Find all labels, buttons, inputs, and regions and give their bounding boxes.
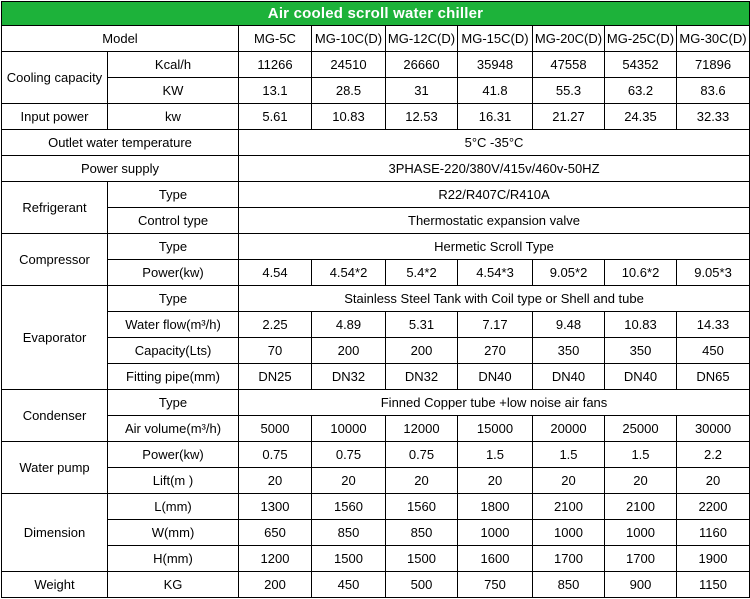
spec-value-cell: 20	[677, 468, 750, 494]
model-header-cell: MG-20C(D)	[533, 26, 605, 52]
row-label-type: Type	[108, 182, 239, 208]
spec-value-span: Thermostatic expansion valve	[239, 208, 750, 234]
spec-value-cell: DN25	[239, 364, 312, 390]
model-header-cell: MG-15C(D)	[458, 26, 533, 52]
spec-value-span: R22/R407C/R410A	[239, 182, 750, 208]
spec-value-cell: 32.33	[677, 104, 750, 130]
spec-value-cell: 11266	[239, 52, 312, 78]
group-label-cooling-capacity: Cooling capacity	[2, 52, 108, 104]
spec-value-cell: DN32	[312, 364, 386, 390]
row-label-air-volume-m-h: Air volume(m³/h)	[108, 416, 239, 442]
spec-value-cell: 20	[533, 468, 605, 494]
spec-value-cell: 200	[386, 338, 458, 364]
spec-value-cell: 31	[386, 78, 458, 104]
table-row	[2, 52, 750, 78]
spec-value-span: Hermetic Scroll Type	[239, 234, 750, 260]
spec-value-cell: 71896	[677, 52, 750, 78]
spec-value-cell: 24.35	[605, 104, 677, 130]
table-row	[2, 442, 750, 468]
spec-value-cell: 30000	[677, 416, 750, 442]
table-row	[2, 78, 750, 104]
spec-value-cell: 4.89	[312, 312, 386, 338]
group-label-power-supply: Power supply	[2, 156, 239, 182]
spec-value-cell: 28.5	[312, 78, 386, 104]
spec-value-cell: 1.5	[605, 442, 677, 468]
spec-value-cell: 54352	[605, 52, 677, 78]
table-row	[2, 156, 750, 182]
spec-value-cell: 2.25	[239, 312, 312, 338]
spec-value-cell: 1300	[239, 494, 312, 520]
spec-value-cell: 55.3	[533, 78, 605, 104]
group-label-model: Model	[2, 26, 239, 52]
spec-value-cell: 350	[605, 338, 677, 364]
group-label-outlet-water-temperature: Outlet water temperature	[2, 130, 239, 156]
row-label-type: Type	[108, 390, 239, 416]
spec-value-cell: 12.53	[386, 104, 458, 130]
spec-value-cell: 47558	[533, 52, 605, 78]
row-label-water-flow-m-h: Water flow(m³/h)	[108, 312, 239, 338]
spec-value-cell: 450	[677, 338, 750, 364]
spec-value-cell: 25000	[605, 416, 677, 442]
table-row	[2, 390, 750, 416]
spec-value-cell: 20000	[533, 416, 605, 442]
row-label-capacity-lts: Capacity(Lts)	[108, 338, 239, 364]
spec-value-cell: 1600	[458, 546, 533, 572]
spec-value-cell: 2200	[677, 494, 750, 520]
row-label-kw: kw	[108, 104, 239, 130]
spec-value-span: Finned Copper tube +low noise air fans	[239, 390, 750, 416]
group-label-weight: Weight	[2, 572, 108, 598]
table-row	[2, 260, 750, 286]
spec-value-cell: DN65	[677, 364, 750, 390]
spec-value-cell: 1500	[312, 546, 386, 572]
spec-value-cell: 4.54	[239, 260, 312, 286]
spec-value-cell: DN40	[458, 364, 533, 390]
table-row	[2, 494, 750, 520]
spec-table	[1, 1, 750, 598]
spec-value-cell: 650	[239, 520, 312, 546]
spec-value-cell: 500	[386, 572, 458, 598]
group-label-condenser: Condenser	[2, 390, 108, 442]
spec-value-cell: DN32	[386, 364, 458, 390]
table-row	[2, 468, 750, 494]
group-label-input-power: Input power	[2, 104, 108, 130]
table-row	[2, 234, 750, 260]
spec-value-cell: 4.54*2	[312, 260, 386, 286]
spec-value-cell: 10.6*2	[605, 260, 677, 286]
spec-value-cell: 1500	[386, 546, 458, 572]
model-header-cell: MG-10C(D)	[312, 26, 386, 52]
spec-value-cell: 20	[605, 468, 677, 494]
spec-value-cell: 10.83	[312, 104, 386, 130]
row-label-type: Type	[108, 286, 239, 312]
model-header-cell: MG-25C(D)	[605, 26, 677, 52]
spec-value-cell: 24510	[312, 52, 386, 78]
table-row	[2, 338, 750, 364]
spec-value-cell: 4.54*3	[458, 260, 533, 286]
spec-value-cell: 5000	[239, 416, 312, 442]
table-row	[2, 416, 750, 442]
spec-value-span: 3PHASE-220/380V/415v/460v-50HZ	[239, 156, 750, 182]
spec-value-cell: 14.33	[677, 312, 750, 338]
table-row	[2, 546, 750, 572]
table-row	[2, 364, 750, 390]
spec-value-cell: 13.1	[239, 78, 312, 104]
spec-value-cell: 850	[533, 572, 605, 598]
spec-value-cell: 2.2	[677, 442, 750, 468]
spec-value-cell: DN40	[605, 364, 677, 390]
table-title: Air cooled scroll water chiller	[2, 2, 750, 26]
row-label-lift-m: Lift(m )	[108, 468, 239, 494]
spec-value-cell: 1200	[239, 546, 312, 572]
row-label-type: Type	[108, 234, 239, 260]
spec-value-cell: 1560	[312, 494, 386, 520]
spec-value-cell: 1560	[386, 494, 458, 520]
spec-value-cell: 1.5	[533, 442, 605, 468]
spec-value-span: Stainless Steel Tank with Coil type or Shell and tube	[239, 286, 750, 312]
row-label-kw: KW	[108, 78, 239, 104]
table-row	[2, 572, 750, 598]
row-label-power-kw: Power(kw)	[108, 260, 239, 286]
spec-value-cell: 5.31	[386, 312, 458, 338]
model-header-cell: MG-12C(D)	[386, 26, 458, 52]
spec-value-cell: 200	[312, 338, 386, 364]
spec-value-cell: 20	[239, 468, 312, 494]
spec-value-cell: 20	[386, 468, 458, 494]
spec-value-cell: 200	[239, 572, 312, 598]
spec-value-cell: 1700	[605, 546, 677, 572]
row-label-fitting-pipe-mm: Fitting pipe(mm)	[108, 364, 239, 390]
spec-value-cell: 0.75	[239, 442, 312, 468]
group-label-compressor: Compressor	[2, 234, 108, 286]
table-row	[2, 182, 750, 208]
spec-value-cell: 850	[386, 520, 458, 546]
row-label-control-type: Control type	[108, 208, 239, 234]
spec-value-cell: 450	[312, 572, 386, 598]
spec-value-cell: 21.27	[533, 104, 605, 130]
spec-value-cell: 7.17	[458, 312, 533, 338]
group-label-evaporator: Evaporator	[2, 286, 108, 390]
group-label-water-pump: Water pump	[2, 442, 108, 494]
spec-value-cell: 10.83	[605, 312, 677, 338]
spec-value-cell: 2100	[533, 494, 605, 520]
spec-value-cell: 20	[458, 468, 533, 494]
spec-value-cell: 10000	[312, 416, 386, 442]
row-label-power-kw: Power(kw)	[108, 442, 239, 468]
table-row	[2, 208, 750, 234]
spec-value-cell: 26660	[386, 52, 458, 78]
spec-value-cell: 9.05*3	[677, 260, 750, 286]
spec-value-cell: 1900	[677, 546, 750, 572]
spec-value-cell: 0.75	[386, 442, 458, 468]
spec-value-cell: 5.61	[239, 104, 312, 130]
row-label-h-mm: H(mm)	[108, 546, 239, 572]
row-label-l-mm: L(mm)	[108, 494, 239, 520]
spec-value-cell: 0.75	[312, 442, 386, 468]
spec-value-cell: 63.2	[605, 78, 677, 104]
spec-value-cell: 350	[533, 338, 605, 364]
spec-value-span: 5°C -35°C	[239, 130, 750, 156]
model-header-cell: MG-5C	[239, 26, 312, 52]
spec-value-cell: 1800	[458, 494, 533, 520]
spec-value-cell: 5.4*2	[386, 260, 458, 286]
spec-value-cell: 15000	[458, 416, 533, 442]
spec-value-cell: 20	[312, 468, 386, 494]
spec-value-cell: 1000	[533, 520, 605, 546]
spec-value-cell: 16.31	[458, 104, 533, 130]
spec-value-cell: 900	[605, 572, 677, 598]
spec-value-cell: 1000	[458, 520, 533, 546]
spec-value-cell: 9.48	[533, 312, 605, 338]
row-label-kg: KG	[108, 572, 239, 598]
spec-value-cell: 1160	[677, 520, 750, 546]
group-label-dimension: Dimension	[2, 494, 108, 572]
spec-table-body	[2, 26, 750, 598]
model-header-cell: MG-30C(D)	[677, 26, 750, 52]
spec-value-cell: 12000	[386, 416, 458, 442]
spec-value-cell: 70	[239, 338, 312, 364]
table-row	[2, 26, 750, 52]
spec-value-cell: 850	[312, 520, 386, 546]
spec-value-cell: 9.05*2	[533, 260, 605, 286]
spec-value-cell: 2100	[605, 494, 677, 520]
spec-value-cell: 35948	[458, 52, 533, 78]
table-row	[2, 286, 750, 312]
spec-value-cell: 1.5	[458, 442, 533, 468]
spec-value-cell: 270	[458, 338, 533, 364]
group-label-refrigerant: Refrigerant	[2, 182, 108, 234]
spec-value-cell: 750	[458, 572, 533, 598]
row-label-kcal-h: Kcal/h	[108, 52, 239, 78]
spec-value-cell: 1150	[677, 572, 750, 598]
row-label-w-mm: W(mm)	[108, 520, 239, 546]
table-row	[2, 130, 750, 156]
spec-value-cell: 83.6	[677, 78, 750, 104]
table-row	[2, 520, 750, 546]
spec-value-cell: 41.8	[458, 78, 533, 104]
table-row	[2, 312, 750, 338]
spec-value-cell: 1700	[533, 546, 605, 572]
spec-value-cell: DN40	[533, 364, 605, 390]
table-row	[2, 104, 750, 130]
spec-value-cell: 1000	[605, 520, 677, 546]
